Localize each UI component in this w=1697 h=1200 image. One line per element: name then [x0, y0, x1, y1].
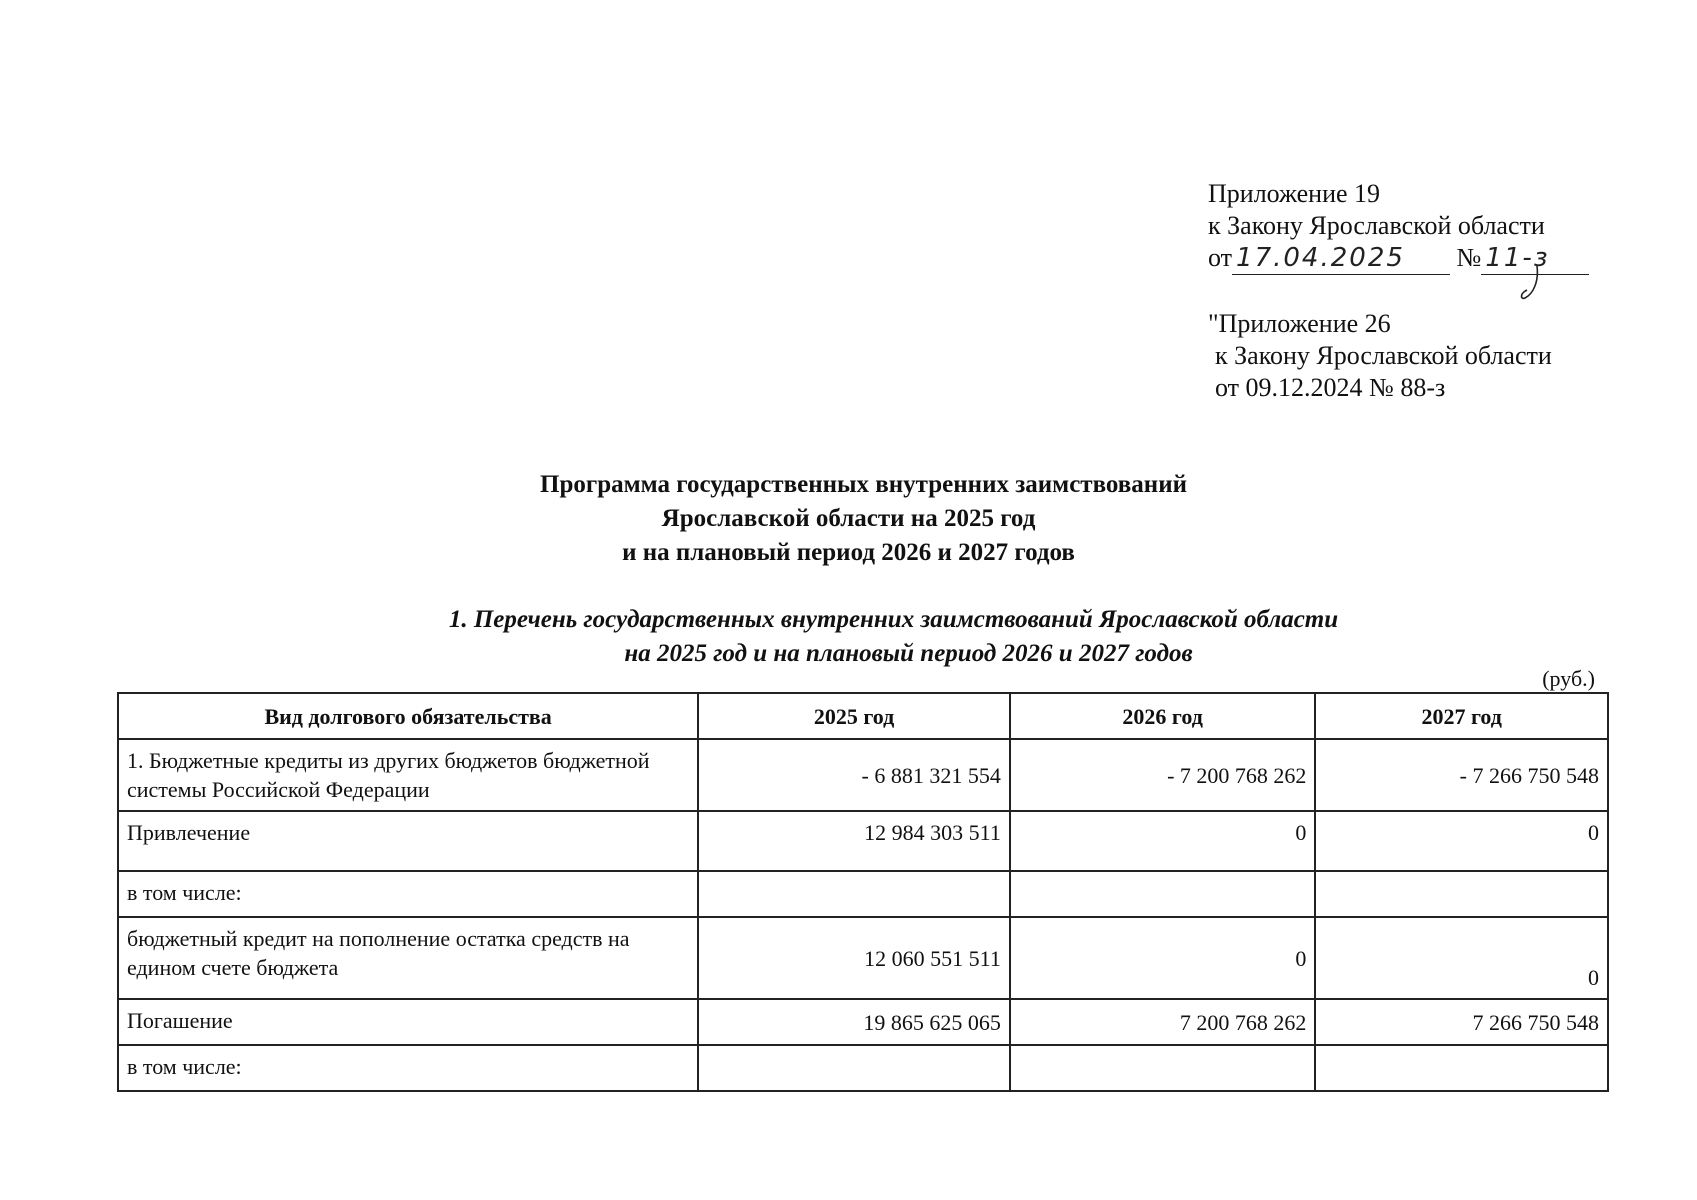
value-2025: 12 984 303 511	[698, 811, 1010, 871]
number-symbol: №	[1456, 243, 1482, 272]
table-row	[118, 999, 1608, 1045]
header-obligation-type: Вид долгового обязательства	[118, 693, 698, 739]
units-label: (руб.)	[1542, 666, 1595, 691]
handwritten-number-field	[1481, 242, 1589, 275]
section-heading-line-2: на 2025 год и на плановый период 2026 и 2027 годов	[624, 640, 1193, 667]
table-row	[118, 871, 1608, 917]
borrowings-table	[117, 692, 1609, 1092]
table-row	[118, 917, 1608, 999]
handwritten-date: 17.04.2025	[1236, 243, 1405, 273]
law-date-number	[1208, 242, 1589, 275]
title-line-1: Программа государственных внутренних заимствований	[540, 471, 1187, 498]
row-label: 1. Бюджетные кредиты из других бюджетов бюджетной системы Российской Федерации	[118, 739, 698, 811]
original-appendix-number: "Приложение 26	[1208, 309, 1391, 338]
table-row	[118, 1045, 1608, 1091]
date-prefix: от	[1208, 243, 1233, 272]
header-2027: 2027 год	[1315, 693, 1608, 739]
value-2025: 19 865 625 065	[698, 999, 1010, 1045]
appendix-header	[1208, 178, 1589, 275]
handwritten-date-field	[1232, 242, 1450, 275]
value-2027: 0	[1315, 811, 1608, 871]
table-header-row	[118, 693, 1608, 739]
document-title	[0, 468, 1697, 570]
title-line-2: Ярославской области на 2025 год	[661, 505, 1036, 532]
handwriting-stroke-icon	[1519, 264, 1549, 304]
value-2025	[698, 871, 1010, 917]
row-label: Привлечение	[118, 811, 698, 871]
section-heading-line-1: 1. Перечень государственных внутренних заимствований Ярославской области	[448, 606, 1339, 633]
original-law-date: от 09.12.2024 № 88-з	[1215, 373, 1446, 402]
value-2026	[1010, 871, 1316, 917]
table-row	[118, 739, 1608, 811]
table-row	[118, 811, 1608, 871]
row-label: в том числе:	[118, 871, 698, 917]
value-2027	[1315, 1045, 1608, 1091]
section-heading	[0, 603, 1697, 671]
original-law-reference: к Закону Ярославской области	[1215, 341, 1552, 370]
value-2025: 12 060 551 511	[698, 917, 1010, 999]
law-reference: к Закону Ярославской области	[1208, 211, 1545, 240]
value-2027	[1315, 871, 1608, 917]
original-appendix-header	[1208, 308, 1552, 404]
row-label: Погашение	[118, 999, 698, 1045]
value-2026	[1010, 1045, 1316, 1091]
row-label: в том числе:	[118, 1045, 698, 1091]
appendix-number: Приложение 19	[1208, 179, 1381, 208]
value-2027: - 7 266 750 548	[1315, 739, 1608, 811]
value-2025: - 6 881 321 554	[698, 739, 1010, 811]
value-2026: 0	[1010, 917, 1316, 999]
value-2027: 0	[1315, 917, 1608, 999]
value-2026: 0	[1010, 811, 1316, 871]
handwritten-number: 11-з	[1485, 243, 1550, 273]
title-line-3: и на плановый период 2026 и 2027 годов	[622, 539, 1075, 566]
row-label: бюджетный кредит на пополнение остатка средств на едином счете бюджета	[118, 917, 698, 999]
header-2026: 2026 год	[1010, 693, 1316, 739]
header-2025: 2025 год	[698, 693, 1010, 739]
value-2025	[698, 1045, 1010, 1091]
value-2026: - 7 200 768 262	[1010, 739, 1316, 811]
value-2026: 7 200 768 262	[1010, 999, 1316, 1045]
value-2027: 7 266 750 548	[1315, 999, 1608, 1045]
